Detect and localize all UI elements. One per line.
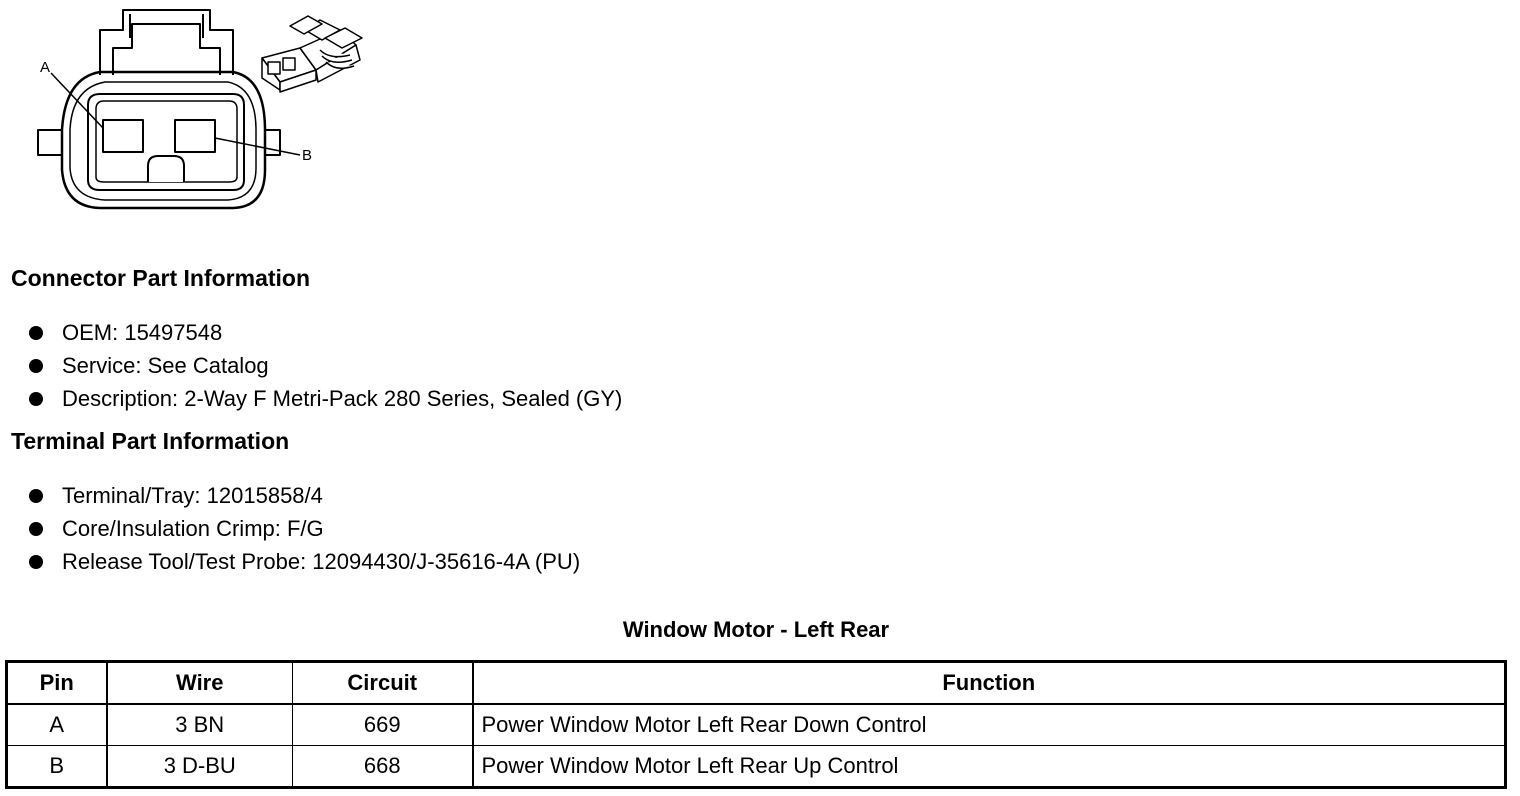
connector-part-info-heading: Connector Part Information: [11, 265, 311, 291]
table-row: [7, 746, 1506, 788]
wire-cell: 3 BN: [107, 704, 293, 746]
column-header-wire: Wire: [107, 662, 293, 705]
bullet-icon: [29, 392, 43, 406]
bullet-icon: [29, 326, 43, 340]
connector-diagram: [0, 0, 400, 230]
circuit-cell: 668: [293, 746, 473, 788]
bullet-icon: [29, 555, 43, 569]
crimp-info: Core/Insulation Crimp: F/G: [62, 516, 324, 541]
function-cell: Power Window Motor Left Rear Down Control: [473, 704, 1506, 746]
circuit-cell: 669: [293, 704, 473, 746]
callout-a: A: [40, 59, 51, 76]
table-header-row: [7, 662, 1506, 705]
list-item: [0, 545, 580, 578]
release-tool: Release Tool/Test Probe: 12094430/J-35616-4A (PU): [62, 549, 581, 574]
bullet-icon: [29, 489, 43, 503]
wire-cell: 3 D-BU: [107, 746, 293, 788]
list-item: [0, 382, 622, 415]
bullet-icon: [29, 359, 43, 373]
column-header-function: Function: [473, 662, 1506, 705]
pinout-table: [5, 660, 1507, 789]
list-item: [0, 316, 622, 349]
table-row: [7, 704, 1506, 746]
oem-number: OEM: 15497548: [62, 320, 223, 345]
function-cell: Power Window Motor Left Rear Up Control: [473, 746, 1506, 788]
column-header-pin: Pin: [7, 662, 107, 705]
list-item: [0, 479, 580, 512]
terminal-part-info-heading: Terminal Part Information: [11, 428, 290, 454]
column-header-circuit: Circuit: [293, 662, 473, 705]
pin-cell: A: [7, 704, 107, 746]
list-item: [0, 349, 622, 382]
connector-description: Description: 2-Way F Metri-Pack 280 Series, Sealed (GY): [62, 386, 623, 411]
terminal-tray: Terminal/Tray: 12015858/4: [62, 483, 323, 508]
bullet-icon: [29, 522, 43, 536]
connector-thumbnail-icon: [262, 16, 362, 92]
table-title: Window Motor - Left Rear: [622, 617, 890, 642]
service-info: Service: See Catalog: [62, 353, 269, 378]
terminal-info-list: [0, 479, 580, 578]
list-item: [0, 512, 580, 545]
callout-b: B: [302, 147, 313, 164]
connector-info-list: [0, 316, 622, 415]
pin-cell: B: [7, 746, 107, 788]
